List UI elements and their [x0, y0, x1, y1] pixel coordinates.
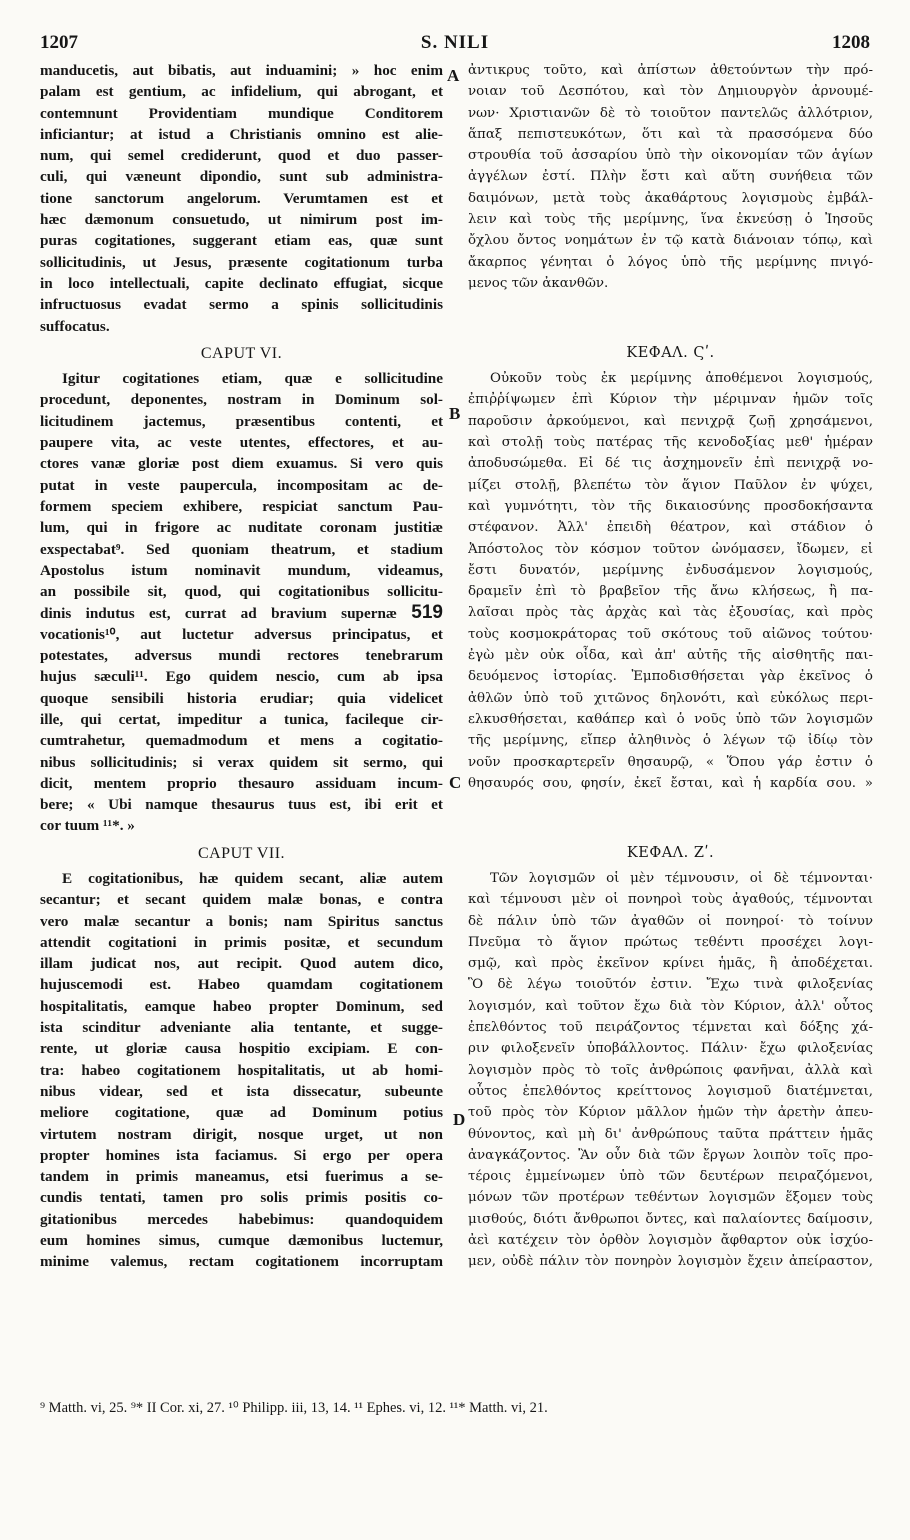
greek-line: στρουθία τοῦ ἀσσαρίου ὑπὸ τὴν οἰκονομίαν τῶν ἁγίων	[468, 148, 873, 164]
spacer	[468, 294, 873, 315]
spacer	[468, 794, 873, 815]
greek-line: δὲ πάλιν ὑπὸ τῶν ἀγαθῶν οἱ πονηροί· τὸ τοίνυν	[468, 913, 873, 929]
greek-line: Ἀπόστολος τὸν κόσμον τοῦτον ὠνόμασεν, ἴδωμεν, εἰ	[468, 541, 873, 557]
greek-line: οὗτος ἐπελθόντος κρείττονος λογισμοῦ διατέμνεται,	[468, 1083, 873, 1099]
latin-line: sollicitudinis, ut Jesus, præsente cogitationum turba	[40, 253, 443, 271]
latin-line: vocationis¹⁰, aut luctetur adversus principatus, et	[40, 625, 443, 643]
greek-line: λογισμὸν πρὸς τὸ τοῖς ἀνθρώποις φανῆναι, ἀλλὰ καὶ	[468, 1062, 873, 1078]
latin-line: ctores vanæ gloriæ post diem exuamus. Si vero quis	[40, 455, 443, 473]
latin-line: secantur; et secant quidem malæ bonas, e contra	[40, 891, 443, 909]
greek-line: ελκυσθήσεται, καθάπερ καὶ ὁ νοῦς ὑπὸ τῶν λογισμῶν	[468, 711, 873, 727]
greek-line: τῆς μερίμνης, εἴπερ ἀληθινὸς ὁ λέγων τῷ ἰδίῳ τὸν	[468, 733, 873, 749]
margin-letter-c: C	[449, 773, 462, 792]
latin-line: in loco intellectuali, capite declinato effugiat, sicque	[40, 274, 443, 292]
latin-line: putat in veste paupercula, incompositam ac de-	[40, 476, 443, 494]
column-number: 519	[411, 602, 443, 624]
latin-line: suffocatus.	[40, 317, 110, 335]
greek-line: λαῖσαι πρὸς τὰς ἀρχὰς καὶ τὰς ἐξουσίας, καὶ πρὸς	[468, 605, 873, 621]
greek-line: δευόμενος ἱστορίας. Ἐμποδισθήσεται γὰρ ἐκεῖνος ὁ	[468, 669, 873, 685]
latin-line: lum, qui in frigore ac nuditate coronam justitiæ	[40, 519, 443, 537]
latin-line: palam est gentium, ac infidelium, qui abrogant, et	[40, 83, 443, 101]
latin-line: rente, ut gloriæ causa hospitio excipiam. E con-	[40, 1040, 443, 1058]
greek-line: δραμεῖν ἐπὶ τὸ βραβεῖον τῆς ἄνω κλήσεως, ἢ πα-	[468, 584, 873, 600]
latin-line: hujus sæculi¹¹. Ego quidem nescio, cum ab ipsa	[40, 668, 443, 686]
greek-line: ἀναγκάζοντος. Ἂν οὖν διὰ τῶν ἔργων λοιπὸν τοῖς προ-	[468, 1147, 873, 1163]
latin-line: propter homines ista faciamus. Si ergo per opera	[40, 1146, 443, 1164]
latin-line: Apostolus istum nominavit mundum, videamus,	[40, 561, 443, 579]
greek-line: ἄκαρπος γένηται ὁ λόγος ὑπὸ τῆς μερίμνης πνιγό-	[468, 254, 873, 270]
latin-line: quoque sensibili historia erudiar; quia videlicet	[40, 689, 443, 707]
latin-line: procedunt, deponentes, nostram in Dominum sol-	[40, 391, 443, 409]
greek-line: ἀντικρυς τοῦτο, καὶ ἀπίστων ἀθετούντων τὴν πρό-	[468, 63, 873, 78]
greek-line: μεν, οὐδὲ πάλιν τὸν πονηρὸν λογισμὸν ἔχειν ἀπείραστον,	[468, 1254, 873, 1270]
latin-caput-7	[40, 868, 443, 1273]
latin-line: ista scinditur adveniante alia tentante, et sugge-	[40, 1019, 443, 1037]
greek-line: τέροις ἐμμείνωμεν ὑπὸ τῶν δευτέρων πειραζόμενοι,	[468, 1169, 873, 1185]
latin-line: nibus videar, sed et ista dissecatur, subeunte	[40, 1082, 443, 1100]
latin-line: licitudinem jactemus, præsentibus contenti, et	[40, 412, 443, 430]
greek-caput-6-heading: ΚΕΦΑΛ. Ϛʹ.	[626, 344, 715, 361]
latin-line: potestates, adversus mundi rectores tenebrarum	[40, 647, 443, 665]
greek-line: παροῦσιν ἀρκούμενοι, καὶ πενιχρᾷ ζωῇ χρησάμενοι,	[468, 413, 873, 429]
greek-line: καὶ τέμνουσι μὲν οἱ πονηροὶ τοὺς ἀγαθούς, τέμνονται	[468, 892, 873, 908]
greek-line: μίζει στολῇ, βλεπέτω τὸν ἅγιον Παῦλον ἐν ψύχει,	[468, 477, 873, 493]
latin-line: cor tuum ¹¹*. »	[40, 817, 135, 835]
latin-line: dicit, mentem proprio thesauro assiduam incum-	[40, 774, 443, 792]
greek-line: ὄχλου ὄντος νοημάτων ἐν τῷ κατὰ διάνοιαν τόπῳ, καὶ	[468, 233, 873, 249]
greek-line: ἀποδυσώμεθα. Εἰ δέ τις ἀσχημονεῖν ἐπὶ πενιχρᾷ νο-	[468, 456, 873, 472]
latin-line: manducetis, aut bibatis, aut induamini; » hoc enim	[40, 62, 443, 79]
greek-line: Οὐκοῦν τοὺς ἐκ μερίμνης ἀποθέμενοι λογισμούς,	[490, 371, 873, 387]
greek-caput-7-heading: ΚΕΦΑΛ. Ζʹ.	[626, 844, 715, 861]
greek-line: ἐγὼ μὲν οὐκ οἶδα, καὶ ἀπ' αὐτῆς τῆς αἰσθητῆς παι-	[468, 648, 873, 664]
greek-line: τοὺς κοσμοκράτορας τοῦ σκότους τοῦ αἰῶνος τούτου·	[468, 626, 873, 642]
margin-letter-a: A	[447, 66, 460, 85]
greek-line: θησαυρός σου, φησίν, ἐκεῖ ἔσται, καὶ ἡ καρδία σου. »	[468, 775, 873, 791]
greek-line: δαιμόνων, μετὰ τοὺς ἀκαθάρτους λογισμοὺς ἐμβάλ-	[468, 190, 873, 206]
latin-column	[40, 60, 443, 1273]
latin-line: virtutem nostram dirigit, nosque urget, ut non	[40, 1125, 443, 1143]
latin-line: illam judicat nos, aut recipit. Quod autem dico,	[40, 955, 443, 973]
latin-line: inficiantur; at istud a Christianis omnino est alie-	[40, 125, 443, 143]
latin-line: hospitalitatis, eamque habeo propter Dominum, sed	[40, 997, 443, 1015]
spacer	[468, 815, 873, 836]
latin-line: infructuosus evadat sermo a spinis sollicitudinis	[40, 296, 443, 314]
latin-line: gitationibus mercedes habebimus: quandoquidem	[40, 1210, 443, 1228]
latin-line: ille, qui certat, impeditur a tunica, facileque cir-	[40, 710, 443, 728]
greek-line: σμῷ, καὶ πρὸς ἐκεῖνον κρίνει ἡμᾶς, ἢ ἀποδέχεται.	[468, 956, 873, 972]
latin-caput-6	[40, 368, 443, 837]
latin-line: tandem in primis maneamus, etsi fuerimus a se-	[40, 1168, 443, 1186]
greek-caput-6	[468, 368, 873, 837]
greek-line: μισθούς, διότι ἄνθρωποι ὄντες, καὶ παλαίοντες δαίμοσιν,	[468, 1211, 873, 1227]
greek-caput-7	[468, 868, 873, 1273]
latin-line: culi, qui væneunt dipondio, sunt sub administra-	[40, 168, 443, 186]
latin-line: exspectabat⁹. Sed quoniam theatrum, et stadium	[40, 540, 443, 558]
running-title: S. NILI	[420, 32, 490, 53]
latin-line: num, qui semel crediderunt, quod et duo passer-	[40, 147, 443, 165]
footnotes: ⁹ Matth. vi, 25. ⁹* II Cor. xi, 27. ¹⁰ Philipp. iii, 13, 14. ¹¹ Ephes. vi, 12. ¹¹* Matth. vi, 21.	[40, 1400, 548, 1416]
greek-line: ἀγγέλων ἐστί. Πλὴν ἔστι καὶ αὕτη συνήθεια τῶν	[468, 169, 873, 185]
margin-letter-b: B	[449, 404, 461, 423]
greek-line: καὶ στολῇ τοὺς πατέρας τῆς κενοδοξίας μεθ' ἡμέραν	[468, 435, 873, 451]
greek-line: νοιαν τοῦ Δεσπότου, καὶ τὸν Δημιουργὸν ἀρνουμέ-	[468, 84, 873, 100]
latin-line: an possibile sit, quod, qui cogitationibus sollicitu-	[40, 583, 443, 601]
greek-line: νοῦν προσκαρτερεῖν θησαυρῷ, « Ὅπου γάρ ἐστιν ὁ	[468, 754, 873, 770]
greek-line: ριν φιλοξενεῖν ὑποβάλλοντος. Πάλιν· ἔχω φιλοξενίας	[468, 1041, 873, 1057]
latin-line: minime valemus, rectam cogitationem incorruptam	[40, 1253, 443, 1271]
greek-line: λειν καὶ τοὺς τῆς μερίμνης, ἵνα ἐκνεύσῃ ὁ Ἰησοῦς	[468, 212, 873, 228]
greek-line: Τῶν λογισμῶν οἱ μὲν τέμνουσιν, οἱ δὲ τέμνονται·	[490, 870, 873, 886]
latin-line: E cogitationibus, hæ quidem secant, aliæ autem	[62, 869, 443, 887]
latin-line: formem speciem exhibere, respiciat sanctum Pau-	[40, 497, 443, 515]
greek-line: Ὃ δὲ λέγω τοιοῦτόν ἐστιν. Ἔχω τινὰ φιλοξενίας	[468, 977, 873, 993]
greek-line: μόνων τῶν προτέρων τεθέντων λογισμῶν ἕξομεν τοὺς	[468, 1190, 873, 1206]
greek-line: ἐπιῤῥίψωμεν ἐπὶ Κύριον τὴν μέριμναν ἡμῶν τοῖς	[468, 392, 873, 408]
latin-line: nibus sollicitudinis; si verax quidem sit sermo, qui	[40, 753, 443, 771]
greek-line: ἀθλῶν ὑπὸ τοῦ χιτῶνος δηλονότι, καὶ εὐκόλως περι-	[468, 690, 873, 706]
greek-line: ἅπαξ πεπιστευκότων, ὅτι καὶ τὰ πρασσόμενα δύο	[468, 126, 873, 142]
latin-line: attendit cogitationi in primis positæ, et secundum	[40, 933, 443, 951]
margin-letter-d: D	[453, 1110, 466, 1129]
latin-line: puras cogitationes, suggerant etiam eas, quæ sunt	[40, 232, 443, 250]
greek-line: μενος τῶν ἀκανθῶν.	[468, 275, 609, 291]
latin-line-with-number: dinis indutus est, currat ad bravium supernæ 519	[40, 602, 443, 624]
latin-line: vero malæ secantur a bonis; nam Spiritus sanctus	[40, 912, 443, 930]
left-page-number: 1207	[40, 32, 78, 53]
latin-caput-7-heading: CAPUT VII.	[197, 844, 286, 862]
greek-line: Πνεῦμα τὸ ἅγιον πρώτως τεθέντι προσέχει λογι-	[468, 934, 873, 950]
latin-line: paupere vita, ac veste utentes, effectores, et au-	[40, 434, 443, 452]
right-page-number: 1208	[832, 32, 870, 53]
greek-line: λογισμόν, καὶ τοῦτον ἔχω διὰ τὸν Κύριον, ἀλλ' οὗτος	[468, 998, 873, 1014]
latin-line: meliore cogitatione, quæ ad Dominum potius	[40, 1104, 443, 1122]
greek-line: ἔστι δυνατόν, μερίμνης ἐνδυσάμενον λογισμούς,	[468, 562, 873, 578]
greek-line: ἐπελθόντος τοῦ πειράζοντος τέμνεται καὶ δόξης χά-	[468, 1020, 873, 1036]
latin-line: tione sanctorum angelorum. Verumtamen est et	[40, 189, 443, 207]
greek-line: νων· Χριστιανῶν δὲ τὸ τοιοῦτον παντελῶς ἀλλότριον,	[468, 105, 873, 121]
latin-line: Igitur cogitationes etiam, quæ e sollicitudine	[62, 370, 443, 388]
latin-line: hæc dæmonum consuetudo, ut nimirum post im-	[40, 211, 443, 229]
greek-intro	[468, 60, 873, 337]
latin-intro	[40, 60, 443, 337]
latin-line: cundis tentati, tamen pro solis primis positis co-	[40, 1189, 443, 1207]
latin-line: contemnunt Providentiam mundique Conditorem	[40, 104, 443, 122]
greek-column	[468, 60, 873, 1273]
latin-line: hujuscemodi est. Habeo quamdam cogitationem	[40, 976, 443, 994]
greek-line: στέφανον. Ἀλλ' ἐπειδὴ θέατρον, καὶ στάδιον ὁ	[468, 520, 873, 536]
greek-line: ἀεὶ κατέχειν τὸν ὀρθὸν λογισμὸν ἄφθαρτον οὐκ ἰσχύο-	[468, 1233, 873, 1249]
spacer	[468, 316, 873, 337]
latin-line: eum homines simus, cumque dæmonibus luctemur,	[40, 1232, 443, 1250]
latin-line: tra: habeo cogitationem hospitalitatis, ut ab homi-	[40, 1061, 443, 1079]
greek-line: τοῦ πρὸς τὸν Κύριον μᾶλλον ἡμῶν τὴν ἀρετὴν ἀπευ-	[468, 1105, 873, 1121]
greek-line: καὶ γυμνότητι, τὸν τῆς δικαιοσύνης προσδοκήσαντα	[468, 498, 873, 514]
latin-line: cumtrahetur, quemadmodum et mens a cogitatio-	[40, 732, 443, 750]
greek-line: θύνοντος, καὶ μὴ δι' ἀνθρώπους ταῦτα πράττειν ἡμᾶς	[468, 1126, 873, 1142]
latin-line: bere; « Ubi namque thesaurus tuus est, ibi erit et	[40, 796, 443, 814]
latin-caput-6-heading: CAPUT VI.	[200, 344, 283, 362]
